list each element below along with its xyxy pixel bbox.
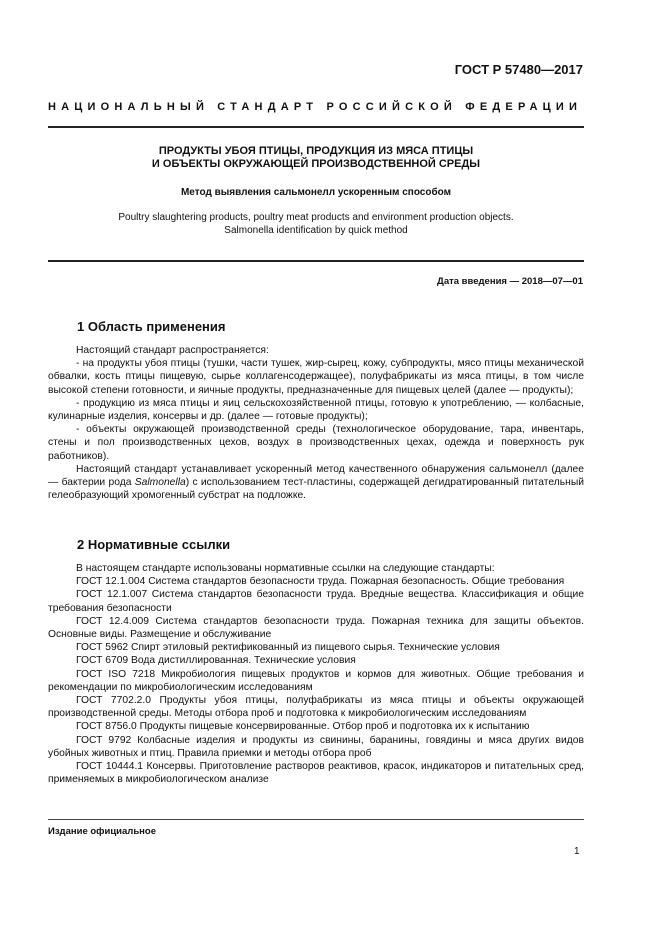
reference-item: ГОСТ 7702.2.0 Продукты убоя птицы, полуфабрикаты из мяса птицы и объекты окружающей производственной среды. Методы отбора проб и подготовка к микробиологическим исследованиям: [48, 695, 584, 720]
footer-divider: [48, 819, 584, 820]
reference-item: ГОСТ 9792 Колбасные изделия и продукты из свинины, баранины, говядины и мяса других видов убойных животных и птиц. Правила приемки и методы отбора проб: [48, 734, 584, 759]
english-title: [48, 211, 584, 237]
top-divider: [48, 126, 584, 128]
title-line-2: И ОБЪЕКТЫ ОКРУЖАЮЩЕЙ ПРОИЗВОДСТВЕННОЙ СРЕДЫ: [151, 158, 481, 170]
paragraph: - на продукты убоя птицы (тушки, части тушек, жир-сырец, кожу, субпродукты, мясо птицы механической обвалки, кость птицы пищевую, сырье коллагенсодержащее), полуфабрикаты из мяса птицы, в том числе высокой степени готовности, и яичные продукты, предназначенные для пищевых целей (далее — продукты);: [48, 358, 584, 396]
paragraph: - продукцию из мяса птицы и яиц сельскохозяйственной птицы, готовую к употреблению, — колбасные, кулинарные изделия, консервы и др. (далее — готовые продукты);: [48, 397, 584, 423]
paragraph: В настоящем стандарте использованы нормативные ссылки на следующие стандарты:: [76, 563, 495, 574]
document-id: ГОСТ Р 57480—2017: [454, 62, 583, 77]
page-number: 1: [574, 846, 580, 857]
reference-item: ГОСТ 5962 Спирт этиловый ректификованный из пищевого сырья. Технические условия: [76, 642, 500, 654]
italic-genus: Salmonella: [134, 477, 186, 489]
national-standard-heading: НАЦИОНАЛЬНЫЙ СТАНДАРТ РОССИЙСКОЙ ФЕДЕРАЦИИ: [48, 101, 583, 113]
middle-divider: [48, 260, 584, 262]
english-title-line-1: Poultry slaughtering products, poultry meat products and environment production objects.: [118, 212, 514, 223]
edition-label: Издание официальное: [48, 826, 156, 837]
title-line-1: ПРОДУКТЫ УБОЯ ПТИЦЫ, ПРОДУКЦИЯ ИЗ МЯСА ПТИЦЫ: [158, 145, 474, 157]
reference-item: ГОСТ 6709 Вода дистиллированная. Технические условия: [76, 655, 356, 667]
paragraph: - объекты окружающей производственной среды (технологическое оборудование, тара, инвентарь, стены и пол производственных цехов, воздух в производственных цехах, одежда и поверхность рук работников).: [48, 424, 584, 462]
reference-item: ГОСТ 10444.1 Консервы. Приготовление растворов реактивов, красок, индикаторов и питательных сред, применяемых в микробиологическом анализе: [48, 761, 584, 786]
section-2-heading: 2 Нормативные ссылки: [77, 537, 231, 552]
introduction-date: Дата введения — 2018—07—01: [437, 276, 583, 287]
reference-item: ГОСТ ISO 7218 Микробиология пищевых продуктов и кормов для животных. Общие требования и рекомендации по микробиологическим исследованиям: [48, 668, 584, 693]
english-title-line-2: Salmonella identification by quick method: [224, 225, 408, 236]
reference-item: ГОСТ 12.4.009 Система стандартов безопасности труда. Пожарная техника для защиты объектов. Основные виды. Размещение и обслуживание: [48, 615, 584, 641]
section-1-body: [48, 344, 584, 502]
document-title: [48, 145, 584, 171]
text-span: ) с использованием тест-пластины, содержащей дегидратированный питательный гелеобразующий хромогенный субстрат на подложке.: [48, 477, 584, 502]
text-span: Настоящий стандарт устанавливает ускоренный метод качественного обнаружения сальмонелл (далее — бактерии рода: [48, 463, 584, 489]
reference-item: ГОСТ 12.1.004 Система стандартов безопасности труда. Пожарная безопасность. Общие требования: [76, 576, 565, 588]
reference-item: ГОСТ 12.1.007 Система стандартов безопасности труда. Вредные вещества. Классификация и общие требования безопасности: [48, 589, 584, 614]
paragraph: Настоящий стандарт распространяется:: [76, 345, 269, 356]
section-2-body: [48, 562, 584, 786]
section-1-heading: 1 Область применения: [77, 319, 226, 334]
paragraph: [48, 463, 584, 503]
reference-item: ГОСТ 8756.0 Продукты пищевые консервированные. Отбор проб и подготовка их к испытанию: [76, 721, 530, 733]
document-subtitle: Метод выявления сальмонелл ускоренным способом: [180, 187, 452, 198]
